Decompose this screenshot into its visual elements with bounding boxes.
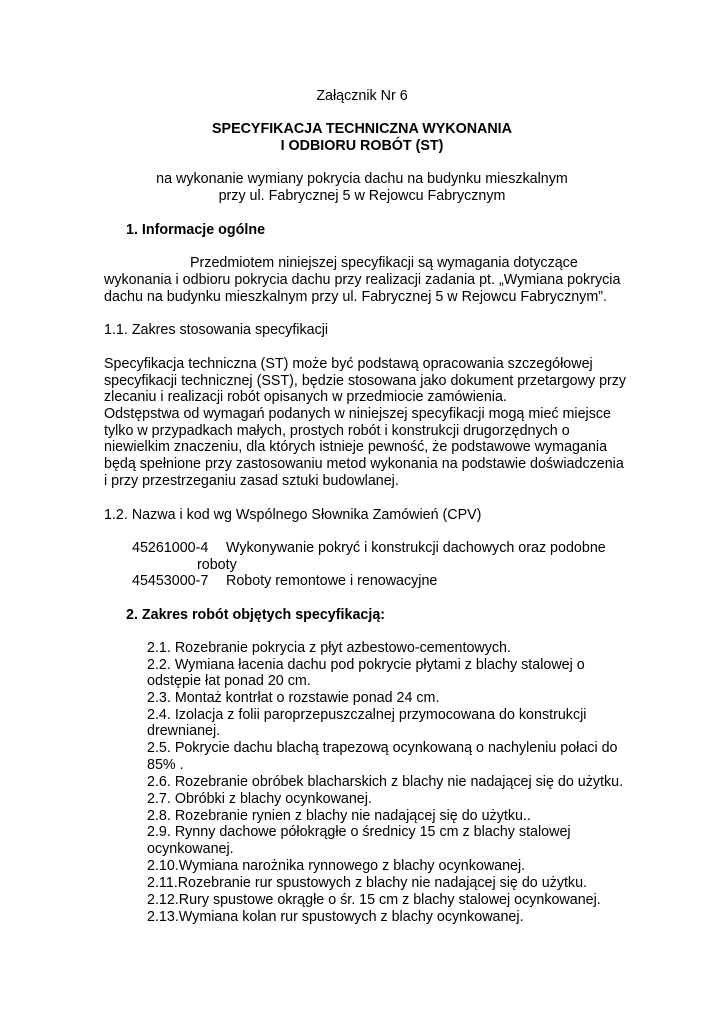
scope-list-item: drewnianej. bbox=[147, 723, 221, 739]
document-title-line-2: I ODBIORU ROBÓT (ST) bbox=[280, 138, 444, 154]
cpv-description-continued: roboty bbox=[197, 557, 237, 573]
scope-paragraph-line: specyfikacji technicznej (SST), będzie stosowana jako dokument przetargowy przy bbox=[104, 373, 627, 389]
cpv-code: 45453000-7 bbox=[132, 573, 209, 589]
subsection-1-1-heading: 1.1. Zakres stosowania specyfikacji bbox=[104, 322, 329, 338]
scope-list-item: 2.10.Wymiana narożnika rynnowego z blachy ocynkowanej. bbox=[147, 858, 526, 874]
scope-list-item: 2.13.Wymiana kolan rur spustowych z blachy ocynkowanej. bbox=[147, 909, 524, 925]
scope-list-item: odstępie łat ponad 20 cm. bbox=[147, 673, 311, 689]
cpv-description: Wykonywanie pokryć i konstrukcji dachowych oraz podobne bbox=[226, 540, 606, 556]
section-1-heading: 1. Informacje ogólne bbox=[126, 222, 266, 238]
scope-paragraph-line: Odstępstwa od wymagań podanych w niniejszej specyfikacji mogą mieć miejsce bbox=[104, 406, 611, 422]
subsection-1-2-heading: 1.2. Nazwa i kod wg Wspólnego Słownika Zamówień (CPV) bbox=[104, 507, 482, 523]
document-title-line-1: SPECYFIKACJA TECHNICZNA WYKONANIA bbox=[212, 121, 512, 137]
section-2-heading: 2. Zakres robót objętych specyfikacją: bbox=[126, 607, 386, 623]
scope-list-item: 2.4. Izolacja z folii paroprzepuszczalnej przymocowana do konstrukcji bbox=[147, 707, 587, 723]
cpv-description: Roboty remontowe i renowacyjne bbox=[226, 573, 438, 589]
scope-paragraph-line: Specyfikacja techniczna (ST) może być podstawą opracowania szczegółowej bbox=[104, 356, 593, 372]
scope-paragraph-line: tylko w przypadkach małych, prostych robót i konstrukcji drugorzędnych o bbox=[104, 423, 570, 439]
scope-list-item: 2.3. Montaż kontrłat o rozstawie ponad 24 cm. bbox=[147, 690, 440, 706]
subtitle-line-1: na wykonanie wymiany pokrycia dachu na budynku mieszkalnym bbox=[156, 171, 568, 187]
intro-paragraph-line: Przedmiotem niniejszej specyfikacji są wymagania dotyczące bbox=[190, 255, 578, 271]
scope-list-item: 85% . bbox=[147, 757, 184, 773]
intro-paragraph-line: wykonania i odbioru pokrycia dachu przy realizacji zadania pt. „Wymiana pokrycia bbox=[104, 272, 621, 288]
scope-paragraph-line: i przy przestrzeganiu zasad sztuki budowlanej. bbox=[104, 473, 399, 489]
intro-paragraph-line: dachu na budynku mieszkalnym przy ul. Fabrycznej 5 w Rejowcu Fabrycznym”. bbox=[104, 289, 607, 305]
cpv-code: 45261000-4 bbox=[132, 540, 209, 556]
scope-paragraph-line: zlecaniu i realizacji robót opisanych w przedmiocie zamówienia. bbox=[104, 389, 507, 405]
scope-list-item: 2.7. Obróbki z blachy ocynkowanej. bbox=[147, 791, 372, 807]
scope-list-item: 2.11.Rozebranie rur spustowych z blachy nie nadającej się do użytku. bbox=[147, 875, 588, 891]
scope-list-item: 2.6. Rozebranie obróbek blacharskich z blachy nie nadającej się do użytku. bbox=[147, 774, 624, 790]
scope-list-item: 2.1. Rozebranie pokrycia z płyt azbestowo-cementowych. bbox=[147, 640, 511, 656]
scope-paragraph-line: niewielkim znaczeniu, dla których istnieje pewność, że podstawowe wymagania bbox=[104, 439, 608, 455]
scope-list-item: 2.5. Pokrycie dachu blachą trapezową ocynkowaną o nachyleniu połaci do bbox=[147, 740, 618, 756]
scope-list-item: ocynkowanej. bbox=[147, 841, 234, 857]
scope-list-item: 2.2. Wymiana łacenia dachu pod pokrycie płytami z blachy stalowej o bbox=[147, 657, 585, 673]
scope-list-item: 2.12.Rury spustowe okrągłe o śr. 15 cm z blachy stalowej ocynkowanej. bbox=[147, 892, 601, 908]
scope-paragraph-line: będą spełnione przy zastosowaniu metod wykonania na podstawie doświadczenia bbox=[104, 456, 624, 472]
scope-list-item: 2.8. Rozebranie rynien z blachy nie nadającej się do użytku.. bbox=[147, 808, 531, 824]
scope-list-item: 2.9. Rynny dachowe półokrągłe o średnicy 15 cm z blachy stalowej bbox=[147, 824, 571, 840]
attachment-label: Załącznik Nr 6 bbox=[316, 88, 408, 104]
subtitle-line-2: przy ul. Fabrycznej 5 w Rejowcu Fabrycznym bbox=[218, 188, 506, 204]
